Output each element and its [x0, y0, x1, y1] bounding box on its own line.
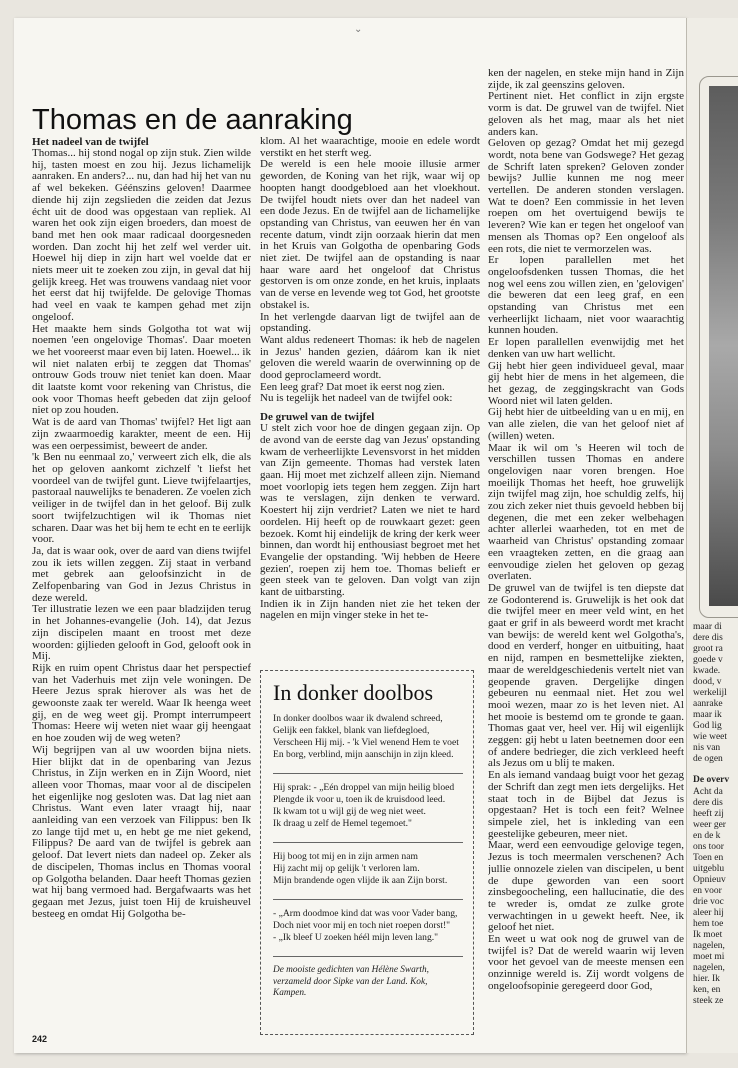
adjacent-text-fragment: nagelen,: [693, 941, 725, 951]
poem-credit: [273, 965, 463, 1000]
poem-line: Ik draag u zelf de Hemel tegemoet.": [273, 818, 412, 829]
paragraph: Gij hebt hier geen individueel geval, maar gij hebt hier de mens in het algemeen, die het gezag, de zeggingskracht van Gods Woord niet wil laten gelden.: [488, 359, 684, 407]
paragraph: In het verlengde daarvan ligt de twijfel aan de opstanding.: [260, 310, 480, 335]
adjacent-text-fragment: goede v: [693, 655, 723, 665]
adjacent-text-fragment: dere dis: [693, 798, 723, 808]
adjacent-text-fragment: weer ger: [693, 820, 726, 830]
poem-line: - „Arm doodmoe kind dat was voor Vader bang,: [273, 908, 458, 919]
adjacent-page-edge: [686, 18, 738, 1053]
paragraph: Maar, werd een eenvoudige gelovige tegen, Jezus is toch meermalen verschenen? Ach jullie onnozele zielen van discipelen, u bent de dupe geworden van een soort zinsbegoocheling, een hallucinatie, die des te wreder is, omdat ze zulke grote verwachtingen in u gewekt heeft. Nee, ik geloof het niet.: [488, 839, 684, 934]
poem-line: Hij sprak: - „Eén droppel van mijn heilig bloed: [273, 782, 455, 793]
paragraph: U stelt zich voor hoe de dingen gegaan zijn. Op de avond van de eerste dag van Jezus' opstanding kwam de verheerlijkte Levensvorst in het midden van Zijn gemeente. Thomas had verstek laten gaan. Hij moet met zichzelf alleen zijn. Niemand moet voorlopig iets tegen hem zeggen. Zijn hart was te verslagen, zijn denken te verward. Koestert hij zijn verdriet? Laten we niet te hard oordelen. Hij heeft op de rouwkaart gezet: geen bezoek. Komt hij eindelijk de kring der kerk weer binnen, dan wordt hij enthousiast begroet met het Evangelie der opstanding. 'Wij hebben de Heere gezien', roepen zij hem toe. Thomas belieft er geen steek van te geloven. Dan volgt van zijn kant de uitbarsting.: [260, 422, 480, 599]
poem-line: Hij zacht mij op gelijk 't verloren lam.: [273, 863, 420, 874]
paragraph: Thomas... hij stond nogal op zijn stuk. Zien wilde hij, tasten moest en zou hij. Jezus lichamelijk aanraken. En anders?... nu, dan had hij het van nu af wel bekeken. Géénszins geloven! Daarmee diende hij zijn zegslieden die zeiden dat Jezus écht uit de dood was opgestaan van repliek. Al waren het ook zijn eigen broeders, dan moest de band met hen ook maar radicaal doorgesneden worden. Dan zocht hij het zelf wel verder uit. Hoewel hij diep in zijn hart wel voelde dat er niets meer uit te zoeken zou zijn, in geval dat hij gelijk kreeg. Het was trouwens vandaag niet voor het eerst dat hij twijfelde. De gelovige Thomas had veel en vaak te kampen gehad met zijn ongeloof.: [32, 147, 251, 323]
poem-line: Verscheen Hij mij. - 'k Viel wenend Hem te voet: [273, 737, 459, 748]
adjacent-text-fragment: ken, en: [693, 985, 721, 995]
adjacent-text-fragment: moet mi: [693, 952, 725, 962]
paragraph: Indien ik in Zijn handen niet zie het teken der nagelen en mijn vinger steke in het te-: [260, 597, 480, 622]
magazine-page: [14, 18, 686, 1053]
adjacent-text-fragment: maar di: [693, 622, 722, 632]
poem-stanza: [273, 713, 463, 761]
paragraph: Maar ik wil om 's Heeren wil toch de verschillen tussen Thomas en andere ongelovigen naar voren brengen. Hoe moeilijk Thomas het heeft, hoe gruwelijk zijn twijfel mag zijn, hoe schuldig zelfs, hij zou zich zeker niet thuis gevoeld hebben bij degenen, die met een zeker welbehagen achter allerlei waarheden, tot en met de waarheid van Christus' opstanding zomaar een vraagteken zetten, en die graag aan eenvoudige zielen het geloven op gezag overlaten.: [488, 441, 684, 583]
paragraph: Geloven op gezag? Omdat het mij gezegd wordt, nota bene van Godswege? Het gezag de Schrift laten spreken? Geloven zonder bewijs? Jullie kunnen me nog meer vertellen. De anderen stonden verslagen. Wat te doen? Een commissie in het leven roepen om het overtuigend bewijs te leveren? Wie kan er tegen het ongeloof van mensen als Thomas op? Een ongeloof als een rots, die niet te vermorzelen was.: [488, 137, 684, 255]
paragraph: Ter illustratie lezen we een paar bladzijden terug in het Johannes-evangelie (Joh. 14), dat Jezus zijn discipelen maant en troost met deze woorden: gijlieden gelooft in God, gelooft ook in Mij.: [32, 603, 251, 663]
article-title: Thomas en de aanraking: [32, 104, 353, 136]
poem-line: Doch niet voor mij en toch niet roepen dorst!": [273, 920, 451, 931]
adjacent-text-fragment: uitgeblu: [693, 864, 725, 874]
poem-stanza: [273, 908, 463, 944]
poem-stanza: [273, 782, 463, 830]
paragraph: De wereld is een hele mooie illusie armer geworden, de Koning van het rijk, waar wij op hoopten hangt doodgebloed aan het vloekhout. De twijfel houdt niets over dan het nadeel van een dode Jezus. En de twijfel aan de lichamelijke opstanding van Christus, van eeuwen her én van recente datum, vindt zijn oorzaak hierin dat men in het Kruis van Golgotha de openbaring Gods niet ziet. De twijfel aan de opstanding is naar haar ware aard het ongeloof dat Christus gestorven is om onze zonde, en het kruis, inplaats van de verse en levende weg tot God, het grootste obstakel is.: [260, 158, 480, 311]
adjacent-text-fragment: aanrake: [693, 699, 723, 709]
poem-line: Hij boog tot mij en in zijn armen nam: [273, 851, 418, 862]
adjacent-text-fragment: Toen en: [693, 853, 724, 863]
adjacent-text-fragment: nagelen,: [693, 963, 725, 973]
poem-box: [260, 670, 474, 1035]
adjacent-text-fragment: hem toe: [693, 919, 724, 929]
adjacent-text-fragment: dere dis: [693, 633, 723, 643]
article-column-3: [488, 68, 684, 1053]
paragraph: ken der nagelen, en steke mijn hand in Zijn zijde, ik zal geenszins geloven.: [488, 68, 684, 91]
adjacent-text-fragment: werkelijl: [693, 688, 727, 698]
poem-credit-line: De mooiste gedichten van Hélène Swarth,: [273, 965, 429, 975]
adjacent-text-fragment: aleer hij: [693, 908, 724, 918]
paragraph: Er lopen parallellen met het ongeloofsdenken tussen Thomas, die het nog wel eens zou willen zien, en 'gelovigen' die beweren dat een leeg graf, en een opstanding van Christus met een verheerlijkt lichaam, niet voor waarachtig kunnen houden.: [488, 254, 684, 337]
adjacent-text-fragment: heeft zij: [693, 809, 724, 819]
adjacent-text-fragment: maar ik: [693, 710, 722, 720]
paragraph: Wij begrijpen van al uw woorden bijna niets. Hier blijkt dat in de openbaring van Jezus Christus, in Zijn werken en in Zijn Woord, niet alleen voor Thomas, maar voor al de discipelen het eigenlijke nog gesloten was. Dat lag niet aan Christus. Want even later vraagt hij, naar aanleiding van een verzoek van Filippus: ben Ik zo lange tijd met u, en hebt ge me niet gekend, Filippus? De aard van de twijfel is gebrek aan geloof. Dat levert niets dan nadeel op. Zeker als de discipelen, Thomas inclus en Thomas vooral op Golgotha belanden. Daar heeft Thomas gezien wat hij bang vermoed had. Bergafwaarts was het gegaan met Jezus, juist toen Hij de kruisheuvel besteeg en omdat Hij Golgotha be-: [32, 743, 251, 920]
adjacent-text-fragment: steek ze: [693, 996, 724, 1006]
paragraph: Ja, dat is waar ook, over de aard van diens twijfel zou ik iets willen zeggen. Zij staat in verband met gebrek aan geloofsinzicht in de Zelfopenbaring van God in Jezus Christus in deze wereld.: [32, 544, 251, 604]
article-column-1: [32, 136, 251, 1048]
adjacent-text-fragment: wie weet: [693, 732, 728, 742]
poem-line: En borg, verblind, mijn aanschijn in zijn kleed.: [273, 749, 454, 760]
poem-line: - „Ik bleef U zoeken héél mijn leven lang.": [273, 932, 439, 943]
paragraph: Nu is tegelijk het nadeel van de twijfel ook:: [260, 392, 453, 405]
paragraph: Een leeg graf? Dat moet ik eerst nog zien.: [260, 380, 445, 393]
article-column-2: [260, 136, 480, 664]
adjacent-text-fragment: God lig: [693, 721, 722, 731]
poem-line: Plengde ik voor u, toen ik de kruisdood leed.: [273, 794, 446, 805]
adjacent-text-fragment: en de k: [693, 831, 721, 841]
paragraph: Het maakte hem sinds Golgotha tot wat wij noemen 'een ongelovige Thomas'. Daar moeten we het vooreerst maar even bij laten. Hoewel... ik wil niet nalaten erbij te zeggen dat Thomas' ontrouw Gods trouw niet teniet kan doen. Maar dit laatste komt voor rekening van Christus, die ook voor Thomas heeft gebeden dat zijn geloof niet op zou houden.: [32, 322, 251, 417]
adjacent-text-fragment: Opnieuv: [693, 875, 726, 885]
adjacent-text-fragment: groot ra: [693, 644, 723, 654]
paragraph: klom. Al het waarachtige, mooie en edele wordt verstikt en het sterft weg.: [260, 136, 480, 159]
adjacent-text-fragment: Ik moet: [693, 930, 723, 940]
adjacent-text-fragment: drie voc: [693, 897, 724, 907]
poem-line: Mijn brandende ogen vlijde ik aan Zijn borst.: [273, 875, 448, 886]
poem-title: In donker doolbos: [273, 680, 434, 705]
divider: [273, 842, 463, 843]
adjacent-text-fragment: Acht da: [693, 787, 723, 797]
adjacent-heading-fragment: De overv: [693, 775, 730, 785]
paragraph: Wat is de aard van Thomas' twijfel? Het ligt aan zijn zwaarmoedig karakter, meent de een. Hij was een oerpessimist, beweert de ander.: [32, 416, 251, 452]
section-heading-nadeel: Het nadeel van de twijfel: [32, 136, 149, 148]
poem-line: Ik kwam tot u wijl gij de weg niet weet.: [273, 806, 426, 817]
paragraph: Pertinent niet. Het conflict in zijn ergste vorm is dat. De gruwel van de twijfel. Niet geloven als het mag, maar als het niet anders kan.: [488, 90, 684, 138]
poem-line: In donker doolbos waar ik dwalend schreed,: [273, 713, 443, 724]
adjacent-text-fragment: nis van: [693, 743, 721, 753]
paragraph: Er lopen parallellen evenwijdig met het denken van uw hart wellicht.: [488, 336, 684, 360]
adjacent-text-fragment: de ogen: [693, 754, 723, 764]
adjacent-text-fragment: ons toor: [693, 842, 724, 852]
paragraph: De gruwel van de twijfel is ten diepste dat ze Godonterend is. Gruwelijk is het ook dat die twijfel meer en meer veld wint, en het gaat er grif in als beweerd wordt met kracht van bewijs: de wereld kent wel Golgotha's, dood en verderf, honger en uitbuiting, haat en nijd, rampen en besmettelijke ziekten, maar de wereldgeschiedenis vertelt niet van geopende graven. Dergelijke dingen gebeuren nu eenmaal niet. Het zou wel mooi wezen, maar zo is het leven niet. Al het mooie is bestemd om te gronde te gaan. Thomas gaat ver, heel ver. Hij wil eigenlijk zeggen: gij hebt u laten beetnemen door een of andere bedrieger, die zich verkleed heeft als Jezus om u blij te maken.: [488, 581, 684, 770]
divider: [273, 773, 463, 774]
paragraph: En als iemand vandaag buigt voor het gezag der Schrift dan zegt men iets dergelijks. Het staat toch in de Bijbel dat Jezus is opgestaan? Het is toch een feit? Welnee simpele ziel, het is inkleding van een geestelijke gebeuren, meer niet.: [488, 769, 684, 840]
paragraph: En weet u wat ook nog de gruwel van de twijfel is? Dat de wereld waarin wij leven voor het gevoel van de meeste mensen een onzinnige wereld is. Zij wordt volgens de ongeloofsopinie geregeerd door God,: [488, 933, 684, 992]
photo: [709, 86, 738, 606]
poem-credit-line: verzameld door Sipke van der Land. Kok, Kampen.: [273, 976, 428, 998]
adjacent-text-fragment: kwade.: [693, 666, 721, 676]
paragraph: Rijk en ruim opent Christus daar het perspectief van het Vaderhuis met zijn vele woningen. De Heere Jezus sprak hierover als was het de gewoonste zaak ter wereld. Waar Ik heenga weet gij, en de weg weet gij. Prompt interrumpeert Thomas: Heere wij weten niet waar gij heengaat en hoe zouden wij de weg weten?: [32, 661, 251, 745]
poem-line: Gelijk een fakkel, blank van liefdegloed,: [273, 725, 430, 736]
fold-mark: ⌄: [354, 24, 363, 35]
adjacent-text-fragment: dood, v: [693, 677, 722, 687]
adjacent-text-fragment: hier. Ik: [693, 974, 720, 984]
paragraph: 'k Ben nu eenmaal zo,' verweert zich elk, die als het op geloven aankomt zichzelf 't liefst het voordeel van de twijfel gunt. Lieve twijfelaartjes, pastoraal nauwelijks te benaderen. Ze voelen zich veiliger in de twijfel dan in het geloof. Bij zulk soort twijfelzuchtigen wil ik Thomas niet scharen. Daar was het bij hem te echt en te eerlijk voor.: [32, 451, 251, 546]
paragraph: Gij hebt hier de uitbeelding van u en mij, en van alle zielen, die van het geloof niet af (willen) weten.: [488, 406, 684, 442]
paragraph: Want aldus redeneert Thomas: ik heb de nagelen in Jezus' handen gezien, dáárom kan ik niet geloven die wereld waarin de overwinning op de dood geproclameerd wordt.: [260, 333, 480, 382]
adjacent-text-fragment: en voor: [693, 886, 722, 896]
divider: [273, 956, 463, 957]
divider: [273, 899, 463, 900]
page-number: 242: [32, 1034, 48, 1044]
poem-stanza: [273, 851, 463, 887]
section-heading-gruwel: De gruwel van de twijfel: [260, 411, 375, 424]
